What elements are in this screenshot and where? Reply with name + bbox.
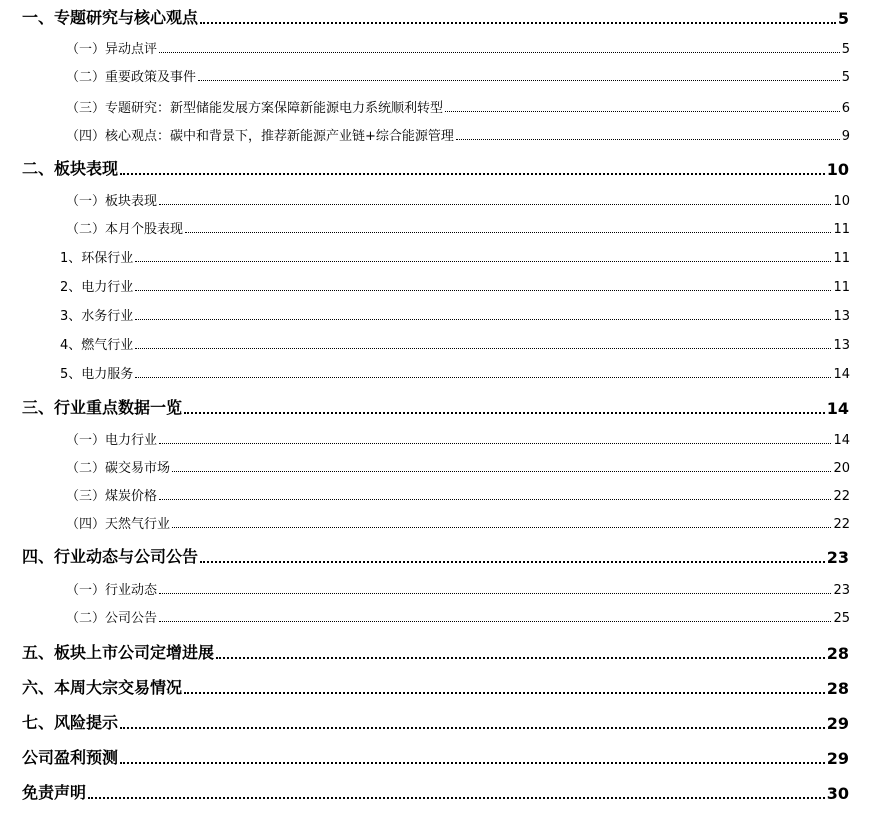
toc-entry-page: 22 bbox=[833, 517, 850, 532]
toc-entry-page: 28 bbox=[826, 679, 849, 698]
toc-entry-label: 六、本周大宗交易情况 bbox=[22, 678, 183, 697]
toc-entry-page: 20 bbox=[833, 461, 850, 476]
toc-entry-label: （二）碳交易市场 bbox=[66, 461, 171, 476]
dot-leader bbox=[184, 692, 825, 694]
toc-entry-page: 5 bbox=[841, 42, 850, 57]
toc-entry[interactable] bbox=[66, 65, 850, 85]
toc-entry-label: （四）核心观点：碳中和背景下，推荐新能源产业链+综合能源管理 bbox=[66, 129, 454, 144]
toc-entry-label: 四、行业动态与公司公告 bbox=[22, 547, 199, 566]
toc-entry-page: 23 bbox=[833, 583, 850, 598]
toc-entry-page: 13 bbox=[833, 309, 850, 324]
toc-entry-page: 28 bbox=[826, 644, 849, 663]
toc-entry[interactable] bbox=[66, 189, 850, 209]
toc-entry-label: （四）天然气行业 bbox=[66, 517, 171, 532]
toc-entry-label: （二）公司公告 bbox=[66, 611, 158, 626]
toc-entry-page: 14 bbox=[833, 367, 850, 382]
toc-entry-page: 11 bbox=[833, 280, 850, 295]
dot-leader bbox=[185, 232, 831, 233]
dot-leader bbox=[184, 412, 825, 414]
dot-leader bbox=[172, 527, 831, 528]
dot-leader bbox=[159, 621, 831, 622]
toc-entry-page: 29 bbox=[826, 749, 849, 768]
toc-entry-label: （一）电力行业 bbox=[66, 433, 158, 448]
toc-entry-label: （一）异动点评 bbox=[66, 42, 158, 57]
dot-leader bbox=[159, 52, 840, 53]
toc-entry-page: 10 bbox=[826, 160, 849, 179]
toc-entry-page: 10 bbox=[833, 194, 850, 209]
toc-entry-label: 三、行业重点数据一览 bbox=[22, 398, 183, 417]
toc-entry-page: 29 bbox=[826, 714, 849, 733]
dot-leader bbox=[216, 657, 825, 659]
toc-entry-page: 22 bbox=[833, 489, 850, 504]
toc-entry-label: 一、专题研究与核心观点 bbox=[22, 8, 199, 27]
toc-entry-label: 2、电力行业 bbox=[60, 280, 134, 295]
dot-leader bbox=[445, 111, 840, 112]
toc-entry[interactable] bbox=[66, 484, 850, 504]
dot-leader bbox=[135, 319, 831, 320]
toc-entry[interactable] bbox=[22, 155, 849, 179]
dot-leader bbox=[135, 377, 831, 378]
toc-entry-label: （二）本月个股表现 bbox=[66, 222, 184, 237]
toc-entry-page: 5 bbox=[837, 9, 849, 28]
toc-entry[interactable] bbox=[60, 246, 850, 266]
dot-leader bbox=[135, 261, 831, 262]
toc-entry[interactable] bbox=[22, 639, 849, 663]
toc-entry-label: （一）行业动态 bbox=[66, 583, 158, 598]
toc-entry-page: 25 bbox=[833, 611, 850, 626]
toc-entry-page: 23 bbox=[826, 548, 849, 567]
dot-leader bbox=[172, 471, 831, 472]
toc-entry-label: 1、环保行业 bbox=[60, 251, 134, 266]
toc-entry-label: 二、板块表现 bbox=[22, 159, 119, 178]
dot-leader bbox=[159, 204, 831, 205]
toc-entry-page: 30 bbox=[826, 784, 849, 803]
toc-entry[interactable] bbox=[60, 275, 850, 295]
toc-entry-page: 5 bbox=[841, 70, 850, 85]
toc-entry[interactable] bbox=[66, 217, 850, 237]
dot-leader bbox=[198, 80, 840, 81]
dot-leader bbox=[159, 443, 831, 444]
toc-entry[interactable] bbox=[66, 578, 850, 598]
toc-entry-label: （二）重要政策及事件 bbox=[66, 70, 197, 85]
toc-entry[interactable] bbox=[66, 96, 850, 116]
dot-leader bbox=[456, 139, 840, 140]
toc-entry-label: 五、板块上市公司定增进展 bbox=[22, 643, 215, 662]
toc-entry[interactable] bbox=[66, 428, 850, 448]
toc-entry-label: 免责声明 bbox=[22, 783, 87, 802]
dot-leader bbox=[135, 290, 831, 291]
toc-entry-page: 14 bbox=[833, 433, 850, 448]
dot-leader bbox=[200, 22, 836, 24]
dot-leader bbox=[120, 173, 825, 175]
toc-entry-label: 4、燃气行业 bbox=[60, 338, 134, 353]
toc-entry-page: 13 bbox=[833, 338, 850, 353]
toc-entry-label: 5、电力服务 bbox=[60, 367, 134, 382]
toc-entry[interactable] bbox=[22, 394, 849, 418]
toc-entry[interactable] bbox=[66, 512, 850, 532]
toc-entry[interactable] bbox=[60, 362, 850, 382]
toc-entry-page: 11 bbox=[833, 251, 850, 266]
toc-entry[interactable] bbox=[60, 304, 850, 324]
toc-entry-label: 3、水务行业 bbox=[60, 309, 134, 324]
toc-entry-label: （一）板块表现 bbox=[66, 194, 158, 209]
toc-entry-page: 6 bbox=[841, 101, 850, 116]
toc-entry-label: 七、风险提示 bbox=[22, 713, 119, 732]
toc-entry-label: 公司盈利预测 bbox=[22, 748, 119, 767]
toc-entry[interactable] bbox=[22, 709, 849, 733]
dot-leader bbox=[88, 797, 825, 799]
toc-entry[interactable] bbox=[22, 543, 849, 567]
toc-entry[interactable] bbox=[66, 606, 850, 626]
toc-entry[interactable] bbox=[22, 779, 849, 803]
toc-entry-label: （三）煤炭价格 bbox=[66, 489, 158, 504]
toc-entry[interactable] bbox=[66, 124, 850, 144]
toc-entry[interactable] bbox=[22, 4, 849, 28]
toc-entry-page: 11 bbox=[833, 222, 850, 237]
toc-entry-label: （三）专题研究：新型储能发展方案保障新能源电力系统顺利转型 bbox=[66, 101, 444, 116]
toc-entry[interactable] bbox=[66, 37, 850, 57]
toc-entry-page: 9 bbox=[841, 129, 850, 144]
dot-leader bbox=[159, 499, 831, 500]
toc-entry[interactable] bbox=[22, 744, 849, 768]
dot-leader bbox=[120, 762, 825, 764]
dot-leader bbox=[120, 727, 825, 729]
dot-leader bbox=[159, 593, 831, 594]
dot-leader bbox=[200, 561, 825, 563]
toc-entry[interactable] bbox=[66, 456, 850, 476]
toc-entry[interactable] bbox=[60, 333, 850, 353]
toc-entry-page: 14 bbox=[826, 399, 849, 418]
dot-leader bbox=[135, 348, 831, 349]
toc-entry[interactable] bbox=[22, 674, 849, 698]
